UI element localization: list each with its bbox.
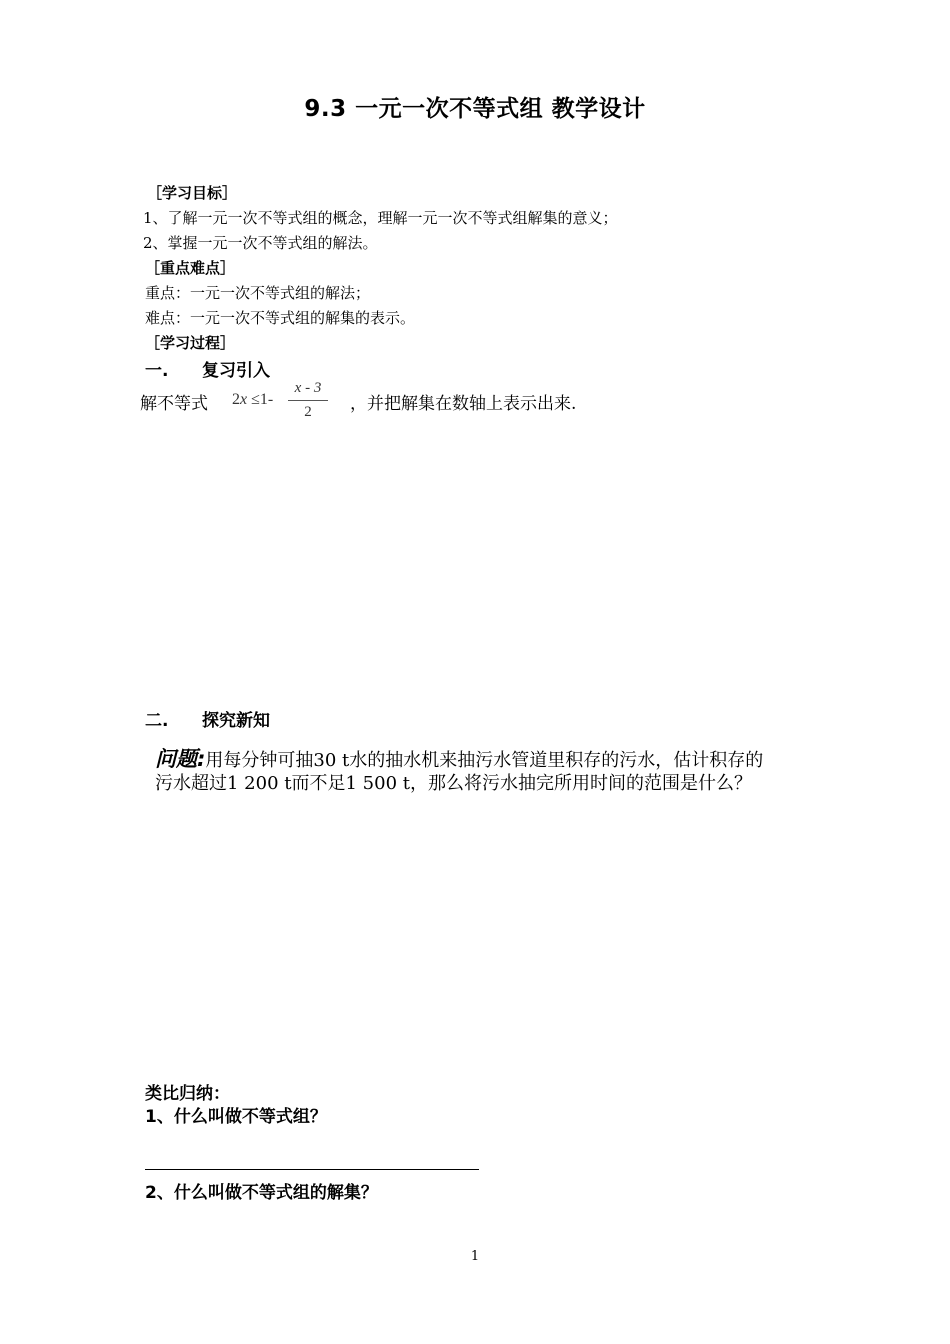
goal-item-1: 1、了解一元一次不等式组的概念，理解一元一次不等式组解集的意义； (143, 209, 618, 227)
section2-number: 二. (145, 711, 169, 731)
summary-heading: 类比归纳： (145, 1084, 230, 1104)
fraction-denominator: 2 (304, 404, 312, 420)
goals-heading: ［学习目标］ (147, 184, 238, 202)
question-line-2: 污水超过1 200 t而不足1 500 t，那么将污水抽完所用时间的范围是什么？ (155, 773, 752, 794)
answer-line (145, 1169, 479, 1170)
process-heading: ［学习过程］ (145, 334, 236, 352)
inequality-prompt: 解不等式 (140, 394, 208, 414)
focus-text: 重点：一元一次不等式组的解法； (145, 284, 371, 302)
inequality-prompt-tail: ，并把解集在数轴上表示出来. (350, 394, 577, 414)
difficulty-text: 难点：一元一次不等式组的解集的表示。 (145, 309, 416, 327)
goal-item-2: 2、掌握一元一次不等式组的解法。 (143, 234, 378, 252)
inequality-fraction (288, 380, 328, 421)
section1-title: 复习引入 (202, 361, 270, 381)
question-label: 问题: (155, 747, 206, 771)
fraction-numerator: x - 3 (294, 380, 322, 396)
summary-question-2: 2、什么叫做不等式组的解集？ (145, 1183, 378, 1203)
question-line-1: 问题:用每分钟可抽30 t水的抽水机来抽污水管道里积存的污水，估计积存的 (155, 747, 764, 771)
section1-number: 一. (145, 361, 169, 381)
page-number: 1 (470, 1249, 480, 1264)
keypoints-heading: ［重点难点］ (145, 259, 236, 277)
fraction-bar (288, 400, 328, 401)
section2-title: 探究新知 (202, 711, 270, 731)
inequality-expression: 2x ≤1- (232, 391, 274, 408)
summary-question-1: 1、什么叫做不等式组？ (145, 1107, 327, 1127)
page-title: 9.3 一元一次不等式组 教学设计 (304, 96, 646, 122)
